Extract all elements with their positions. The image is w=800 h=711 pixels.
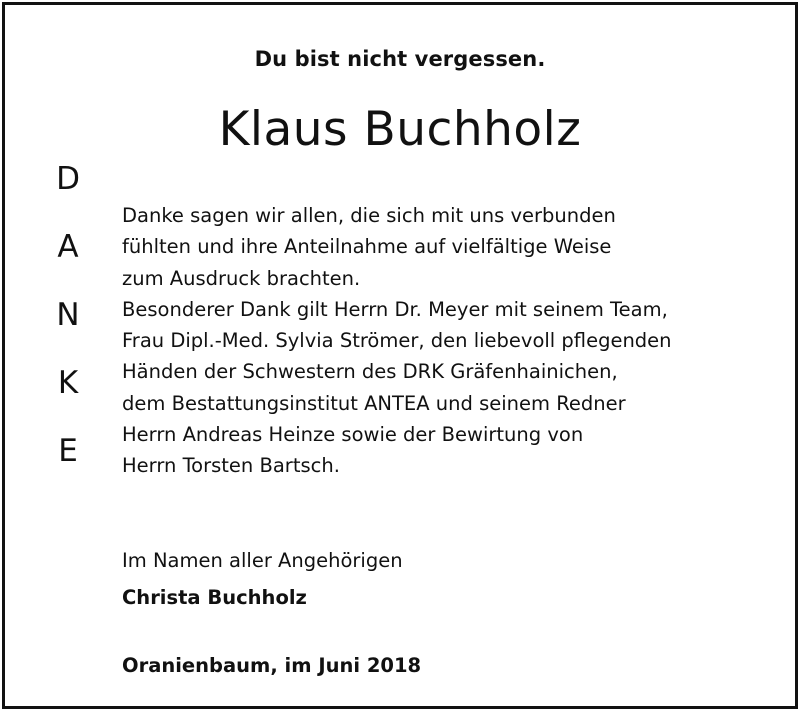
vertical-letter: E <box>58 433 78 469</box>
signature-intro: Im Namen aller Angehörigen <box>122 549 403 572</box>
vertical-letter: D <box>56 161 80 197</box>
body-line: fühlten und ihre Anteilnahme auf vielfältige Weise <box>122 235 612 259</box>
thank-you-text <box>122 200 782 482</box>
body-line: Händen der Schwestern des DRK Gräfenhainichen, <box>122 360 618 384</box>
body-line: Herrn Andreas Heinze sowie der Bewirtung von <box>122 423 584 447</box>
place-date: Oranienbaum, im Juni 2018 <box>122 654 422 677</box>
body-line: Danke sagen wir allen, die sich mit uns verbunden <box>122 204 616 227</box>
body-line: zum Ausdruck brachten. <box>122 266 361 290</box>
vertical-letter: A <box>57 229 79 265</box>
notice-frame <box>2 2 798 709</box>
body-line: Herrn Torsten Bartsch. <box>122 454 340 478</box>
body-line: Besonderer Dank gilt Herrn Dr. Meyer mit seinem Team, <box>122 297 668 321</box>
header-line: Du bist nicht vergessen. <box>254 47 546 71</box>
vertical-danke-word <box>43 157 93 497</box>
body-line: Frau Dipl.-Med. Sylvia Strömer, den liebevoll pflegenden <box>122 329 672 353</box>
vertical-letter: K <box>57 365 79 401</box>
signature-name: Christa Buchholz <box>122 586 307 609</box>
vertical-letter: N <box>56 297 80 333</box>
deceased-name: Klaus Buchholz <box>218 102 582 157</box>
body-line: dem Bestattungsinstitut ANTEA und seinem Redner <box>122 391 626 415</box>
